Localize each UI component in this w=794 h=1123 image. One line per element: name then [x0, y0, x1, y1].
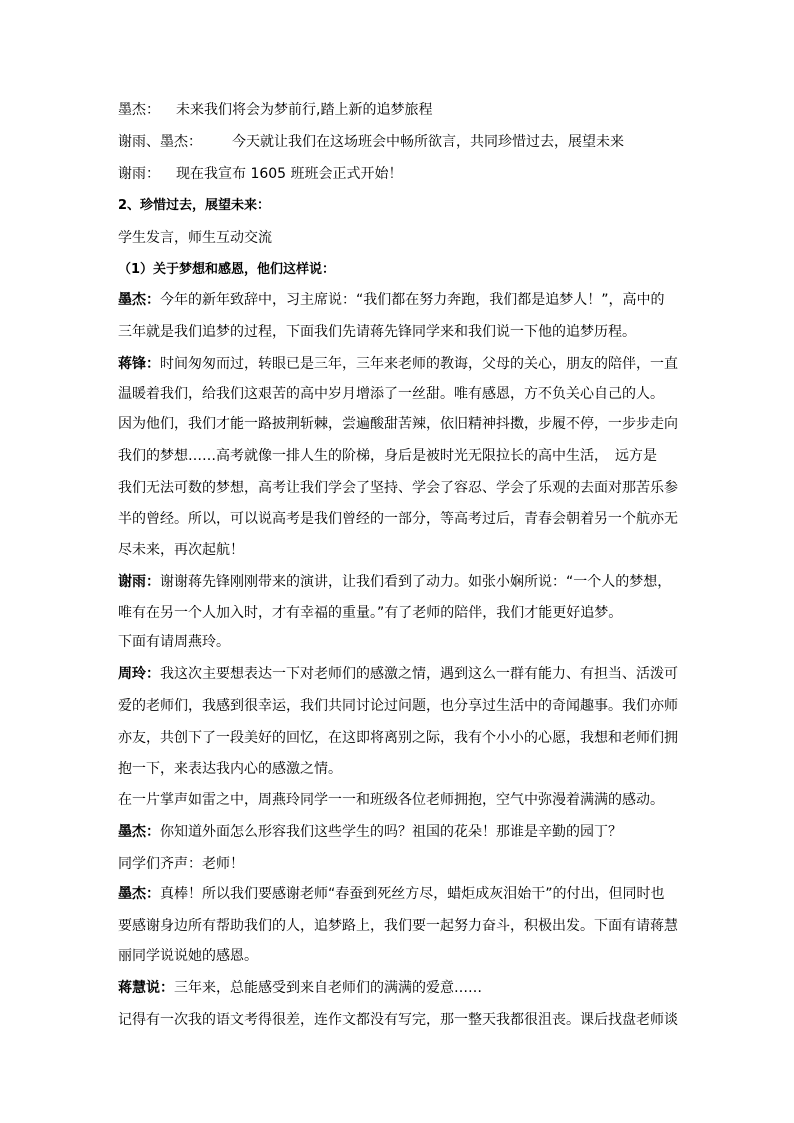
speaker-label: 墨杰： [118, 102, 160, 118]
paragraph: 学生发言，师生互动交流 [118, 230, 272, 246]
speaker-label: 谢雨： [118, 574, 160, 590]
paragraph: 下面有请周燕玲。 [118, 634, 230, 650]
subsection-heading: （1）关于梦想和感恩，他们这样说： [118, 262, 336, 277]
dialogue-text: 我这次主要想表达一下对老师们的感激之情，遇到这么一群有能力、有担当、活泼可 [160, 666, 678, 682]
dialogue-line-cont: 我们的梦想……高考就像一排人生的阶梯，身后是被时光无限拉长的高中生活， 远方是 [118, 448, 657, 464]
dialogue-line [118, 665, 678, 683]
dialogue-line-cont: 我们无法可数的梦想，高考让我们学会了坚持、学会了容忍、学会了乐观的去面对那苦乐参 [118, 480, 678, 496]
dialogue-line [118, 355, 678, 373]
dialogue-line [118, 165, 403, 183]
dialogue-text: 三年来，总能感受到来自老师们的满满的爱意…… [174, 980, 482, 996]
dialogue-line [118, 133, 624, 151]
dialogue-line [118, 573, 671, 591]
speaker-label: 墨杰： [118, 292, 160, 308]
dialogue-text: 今天就让我们在这场班会中畅所欲言，共同珍惜过去，展望未来 [232, 134, 624, 150]
paragraph: 在一片掌声如雷之中，周燕玲同学一一和班级各位老师拥抱，空气中弥漫着满满的感动。 [118, 792, 664, 808]
paragraph: 同学们齐声：老师！ [118, 856, 244, 872]
speaker-label: 蒋慧说： [118, 980, 174, 996]
dialogue-text: 你知道外面怎么形容我们这些学生的吗？祖国的花朵！那谁是辛勤的园丁？ [160, 824, 622, 840]
dialogue-line-cont: 抱一下，来表达我内心的感激之情。 [118, 761, 342, 777]
dialogue-line-cont: 三年就是我们追梦的过程，下面我们先请蒋先锋同学来和我们说一下他的追梦历程。 [118, 324, 636, 340]
dialogue-line [118, 291, 665, 309]
speaker-label: 墨杰： [118, 886, 160, 902]
dialogue-text: 谢谢蒋先锋刚刚带来的演讲，让我们看到了动力。如张小娴所说：“一个人的梦想， [160, 574, 672, 590]
speaker-label: 蒋锋： [118, 356, 160, 372]
speaker-label: 谢雨、墨杰： [118, 134, 202, 150]
section-heading: 2、珍惜过去，展望未来： [118, 198, 271, 213]
dialogue-line [118, 823, 622, 841]
dialogue-line-cont: 因为他们，我们才能一路披荆斩棘，尝遍酸甜苦辣，依旧精神抖擞，步履不停，一步步走向 [118, 416, 678, 432]
paragraph: 记得有一次我的语文考得很差，连作文都没有写完，那一整天我都很沮丧。课后找盘老师谈 [118, 1012, 678, 1028]
dialogue-line [118, 885, 665, 903]
dialogue-line-cont: 尽未来，再次起航！ [118, 542, 244, 558]
dialogue-text: 时间匆匆而过，转眼已是三年，三年来老师的教诲，父母的关心，朋友的陪伴，一直 [160, 356, 678, 372]
speaker-label: 周玲： [118, 666, 160, 682]
dialogue-text: 今年的新年致辞中，习主席说：“我们都在努力奔跑，我们都是追梦人！”，高中的 [160, 292, 665, 308]
dialogue-line-cont: 要感谢身边所有帮助我们的人，追梦路上，我们要一起努力奋斗，积极出发。下面有请蒋慧 [118, 918, 678, 934]
dialogue-line-cont: 唯有在另一个人加入时，才有幸福的重量。”有了老师的陪伴，我们才能更好追梦。 [118, 605, 623, 621]
dialogue-text: 真棒！所以我们要感谢老师“春蚕到死丝方尽，蜡炬成灰泪始干”的付出，但同时也 [160, 886, 665, 902]
dialogue-line-cont: 半的曾经。所以，可以说高考是我们曾经的一部分，等高考过后，青春会朝着另一个航亦无 [118, 511, 678, 527]
dialogue-line [118, 979, 482, 997]
speaker-label: 墨杰： [118, 824, 160, 840]
dialogue-line-cont: 亦友，共创下了一段美好的回忆，在这即将离别之际，我有个小小的心愿，我想和老师们拥 [118, 730, 678, 746]
dialogue-line-cont: 温暖着我们，给我们这艰苦的高中岁月增添了一丝甜。唯有感恩，方不负关心自己的人。 [118, 386, 664, 402]
dialogue-line-cont: 丽同学说说她的感恩。 [118, 948, 258, 964]
speaker-label: 谢雨： [118, 166, 160, 182]
dialogue-text: 未来我们将会为梦前行,踏上新的追梦旅程 [176, 102, 433, 118]
dialogue-line [118, 101, 432, 119]
dialogue-line-cont: 爱的老师们，我感到很幸运，我们共同讨论过问题，也分享过生活中的奇闻趣事。我们亦师 [118, 698, 678, 714]
dialogue-text: 现在我宣布 1605 班班会正式开始！ [176, 166, 403, 182]
